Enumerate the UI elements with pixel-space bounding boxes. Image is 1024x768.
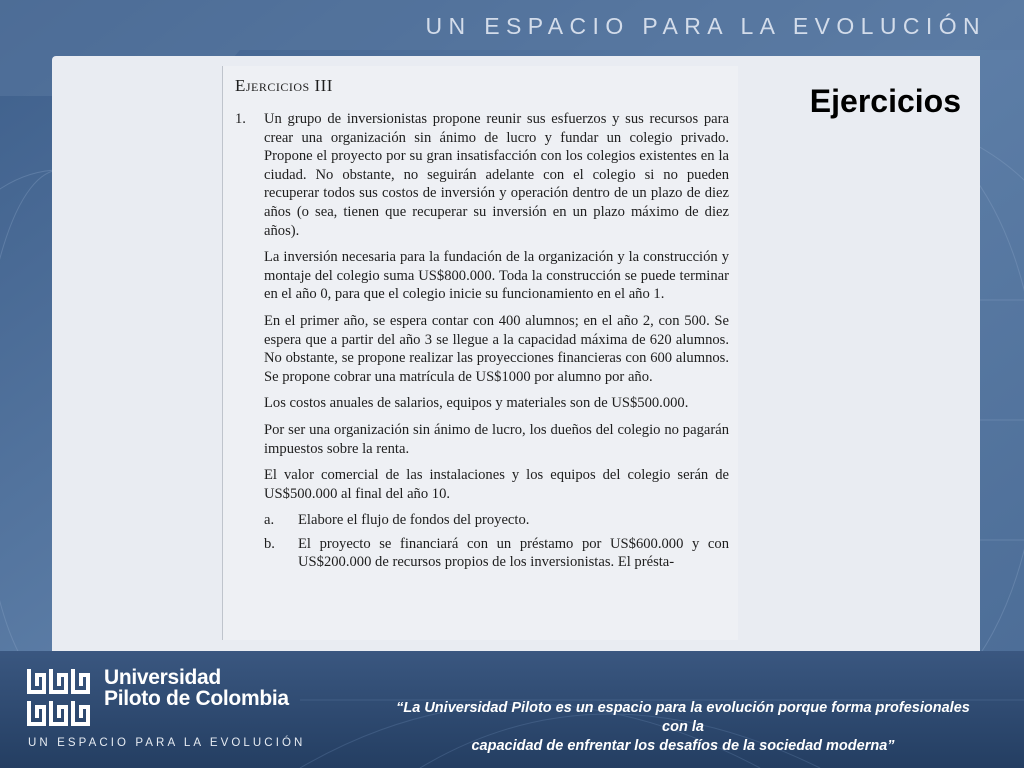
subitem <box>264 535 729 572</box>
paragraph: Por ser una organización sin ánimo de lucro, los dueños del colegio no pagarán impuestos sobre la renta. <box>264 421 729 457</box>
subitem-label: b. <box>264 535 275 552</box>
subitem-text: Elabore el flujo de fondos del proyecto. <box>298 512 530 529</box>
paragraph: El valor comercial de las instalaciones y los equipos del colegio serán de US$500.000 al final del año 10. <box>264 467 729 502</box>
header-tagline: UN ESPACIO PARA LA EVOLUCIÓN <box>425 13 986 39</box>
university-name-line2: Piloto de Colombia <box>104 687 289 710</box>
subitem-label: a. <box>264 512 275 529</box>
quote-line1: “La Universidad Piloto es un espacio para la evolución porque forma profesionales con la <box>396 700 970 735</box>
document-border <box>222 66 223 640</box>
footer-tagline: UN ESPACIO PARA LA EVOLUCIÓN <box>28 737 306 749</box>
footer-quote <box>396 699 970 756</box>
subitem-text: El proyecto se financiará con un préstamo por US$600.000 y con US$200.000 de recursos propios de los inversionistas. El présta- <box>298 535 729 571</box>
paragraph: Los costos anuales de salarios, equipos y materiales son de US$500.000. <box>264 395 689 412</box>
document-body <box>235 110 729 577</box>
subitem <box>264 511 729 530</box>
paragraph: En el primer año, se espera contar con 400 alumnos; en el año 2, con 500. Se espera que a partir del año 3 se llegue a la capacidad máxima de 620 alumnos. No obstante, se propone realizar las proyecciones financieras con 600 alumnos. Se propone cobrar una matrícula de US$1000 por alumno por año. <box>264 312 729 385</box>
university-logo-icon <box>26 666 92 728</box>
scanned-document <box>222 66 738 640</box>
document-heading: Ejercicios III <box>235 76 333 95</box>
university-name-line1: Universidad <box>104 666 221 689</box>
quote-line2: capacidad de enfrentar los desafíos de la sociedad moderna” <box>471 738 895 754</box>
item-number: 1. <box>235 111 246 127</box>
slide-title: Ejercicios <box>809 83 961 119</box>
paragraph: Un grupo de inversionistas propone reunir sus esfuerzos y sus recursos para crear una organización sin ánimo de lucro y fundar un colegio privado. Propone el proyecto por su gran insatisfacción con los colegios existentes en la ciudad. No obstante, no seguirán adelante con el colegio si no pueden recuperar todos sus costos de inversión y operación dentro de un plazo de diez años (o sea, tienen que recuperar su inversión en un plazo máximo de diez años). <box>264 111 729 239</box>
exercise-item <box>235 110 729 240</box>
paragraph: La inversión necesaria para la fundación de la organización y la construcción y montaje del colegio suma US$800.000. Toda la construcción se puede terminar en el año 0, para que el colegio inicie su funcionamiento en el año 1. <box>264 249 729 303</box>
university-name <box>104 667 289 709</box>
